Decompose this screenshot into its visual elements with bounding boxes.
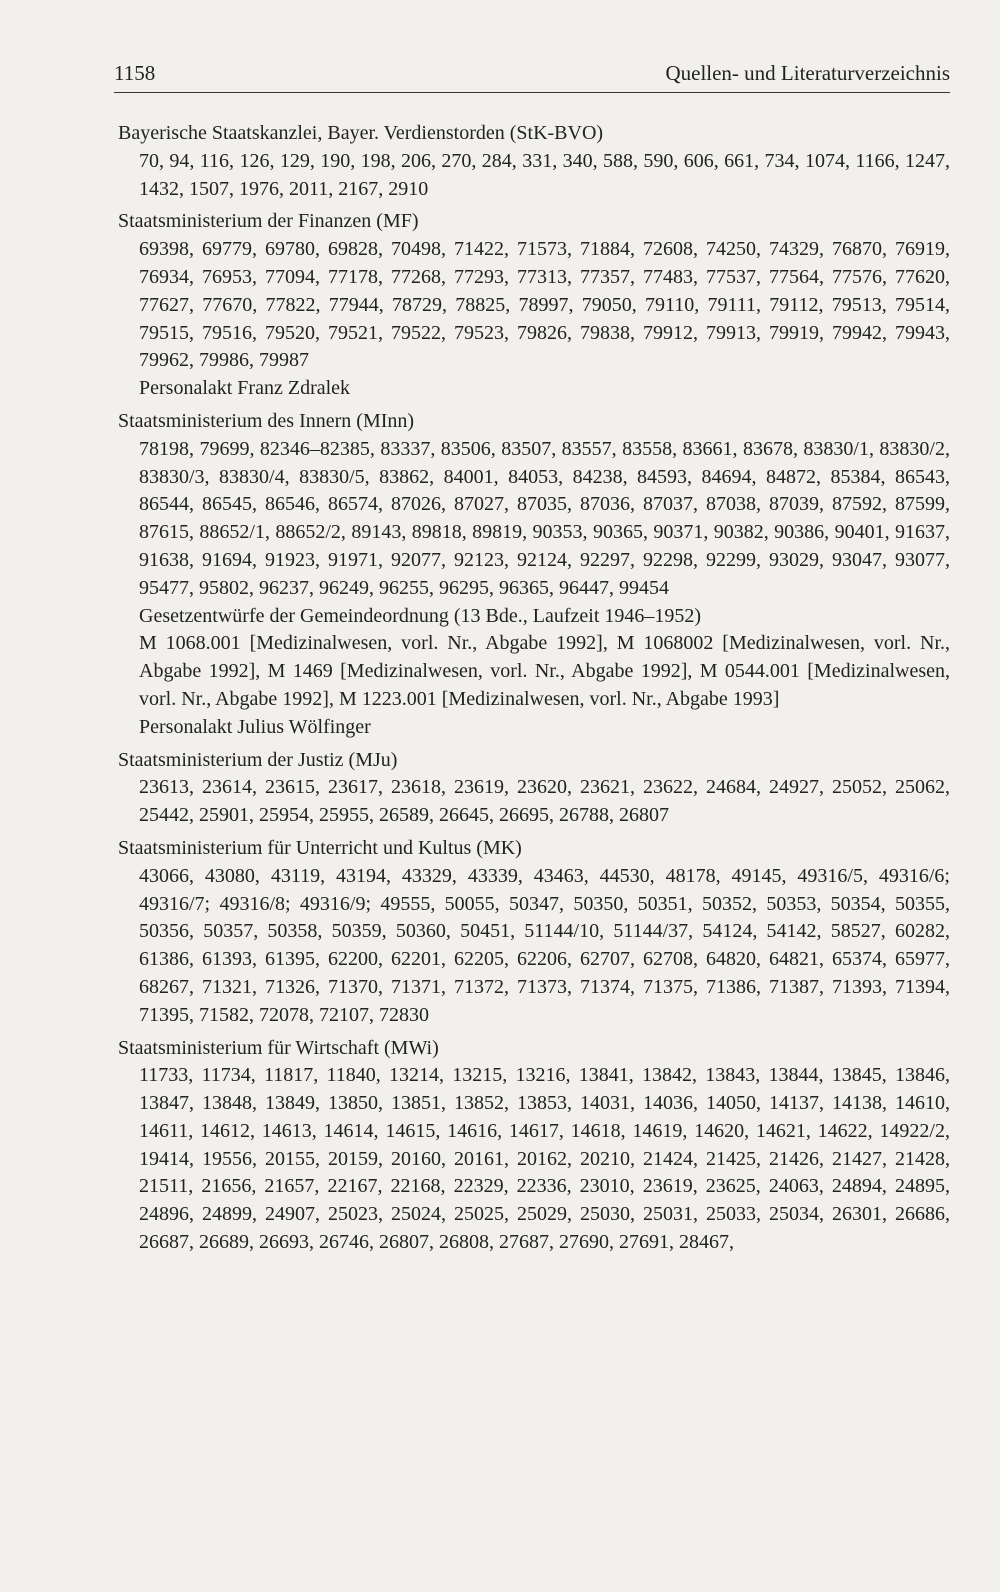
entry-title: Staatsministerium für Unterricht und Kultus (MK)	[118, 836, 522, 859]
page-header	[114, 58, 950, 88]
entry-numbers: 69398, 69779, 69780, 69828, 70498, 71422, 71573, 71884, 72608, 74250, 74329, 76870, 76919, 76934, 76953, 77094, 77178, 77268, 77293, 77313, 77357, 77483, 77537, 77564, 77576, 77620, 77627, 77670, 77822, 77944, 78729, 78825, 78997, 79050, 79110, 79111, 79112, 79513, 79514, 79515, 79516, 79520, 79521, 79522, 79523, 79826, 79838, 79912, 79913, 79919, 79942, 79943, 79962, 79986, 79987	[139, 238, 950, 372]
entry-numbers: 43066, 43080, 43119, 43194, 43329, 43339, 43463, 44530, 48178, 49145, 49316/5, 49316/6; 49316/7; 49316/8; 49316/9; 49555, 50055, 50347, 50350, 50351, 50352, 50353, 50354, 50355, 50356, 50357, 50358, 50359, 50360, 50451, 51144/10, 51144/37, 54124, 54142, 58527, 60282, 61386, 61393, 61395, 62200, 62201, 62205, 62206, 62707, 62708, 64820, 64821, 65374, 65977, 68267, 71321, 71326, 71370, 71371, 71372, 71373, 71374, 71375, 71386, 71387, 71393, 71394, 71395, 71582, 72078, 72107, 72830	[139, 864, 950, 1026]
entry-subitem: Personalakt Franz Zdralek	[139, 377, 351, 400]
source-list	[118, 120, 950, 1262]
entry-title: Bayerische Staatskanzlei, Bayer. Verdienstorden (StK-BVO)	[118, 122, 604, 144]
source-entry	[118, 408, 950, 742]
entry-numbers: 11733, 11734, 11817, 11840, 13214, 13215, 13216, 13841, 13842, 13843, 13844, 13845, 13846, 13847, 13848, 13849, 13850, 13851, 13852, 13853, 14031, 14036, 14050, 14137, 14138, 14610, 14611, 14612, 14613, 14614, 14615, 14616, 14617, 14618, 14619, 14620, 14621, 14622, 14922/2, 19414, 19556, 20155, 20159, 20160, 20161, 20162, 20210, 21424, 21425, 21426, 21427, 21428, 21511, 21656, 21657, 22167, 22168, 22329, 22336, 23010, 23619, 23625, 24063, 24894, 24895, 24896, 24899, 24907, 25023, 25024, 25025, 25029, 25030, 25031, 25033, 25034, 26301, 26686, 26687, 26689, 26693, 26746, 26807, 26808, 27687, 27690, 27691, 28467,	[139, 1064, 950, 1254]
entry-title: Staatsministerium für Wirtschaft (MWi)	[118, 1036, 439, 1059]
source-entry	[118, 208, 950, 403]
source-entry	[118, 120, 950, 203]
entry-subitem: M 1068.001 [Medizinalwesen, vorl. Nr., Abgabe 1992], M 1068002 [Medizinalwesen, vorl. Nr., Abgabe 1992], M 1469 [Medizinalwesen, vorl. Nr., Abgabe 1992], M 0544.001 [Medizinalwesen, vorl. Nr., Abgabe 1992], M 1223.001 [Medizinalwesen, vorl. Nr., Abgabe 1993]	[139, 632, 950, 710]
source-entry	[118, 747, 950, 830]
entry-title: Staatsministerium der Finanzen (MF)	[118, 210, 419, 233]
source-entry	[118, 835, 950, 1030]
entry-subitem: Personalakt Julius Wölfinger	[139, 715, 371, 738]
header-rule	[114, 92, 950, 93]
entry-title: Staatsministerium des Innern (MInn)	[118, 409, 415, 432]
entry-numbers: 70, 94, 116, 126, 129, 190, 198, 206, 270, 284, 331, 340, 588, 590, 606, 661, 734, 1074, 1166, 1247, 1432, 1507, 1976, 2011, 2167, 2910	[139, 149, 950, 200]
page-number: 1158	[114, 61, 156, 85]
running-title: Quellen- und Literaturverzeichnis	[665, 61, 950, 85]
entry-numbers: 78198, 79699, 82346–82385, 83337, 83506, 83507, 83557, 83558, 83661, 83678, 83830/1, 83830/2, 83830/3, 83830/4, 83830/5, 83862, 84001, 84053, 84238, 84593, 84694, 84872, 85384, 86543, 86544, 86545, 86546, 86574, 87026, 87027, 87035, 87036, 87037, 87038, 87039, 87592, 87599, 87615, 88652/1, 88652/2, 89143, 89818, 89819, 90353, 90365, 90371, 90382, 90386, 90401, 91637, 91638, 91694, 91923, 91971, 92077, 92123, 92124, 92297, 92298, 92299, 93029, 93047, 93077, 95477, 95802, 96237, 96249, 96255, 96295, 96365, 96447, 99454	[139, 437, 950, 599]
entry-subitem: Gesetzentwürfe der Gemeindeordnung (13 Bde., Laufzeit 1946–1952)	[139, 604, 702, 627]
source-entry	[118, 1035, 950, 1257]
entry-title: Staatsministerium der Justiz (MJu)	[118, 748, 398, 771]
entry-numbers: 23613, 23614, 23615, 23617, 23618, 23619, 23620, 23621, 23622, 24684, 24927, 25052, 25062, 25442, 25901, 25954, 25955, 26589, 26645, 26695, 26788, 26807	[139, 776, 950, 827]
